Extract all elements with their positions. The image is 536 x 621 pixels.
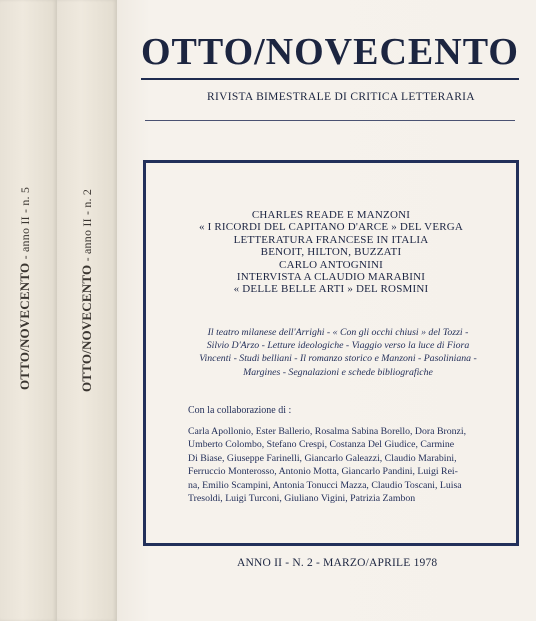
article-title: « I RICORDI DEL CAPITANO D'ARCE » DEL VERGA	[198, 221, 464, 234]
collaborators-list	[188, 425, 488, 505]
collaborators-line: Carla Apollonio, Ester Ballerio, Rosalma Sabina Borello, Dora Bronzi,	[188, 426, 467, 437]
article-title: BENOIT, HILTON, BUZZATI	[260, 246, 402, 259]
collaborators-line: na, Emilio Scampini, Antonia Tonucci Mazza, Claudio Toscani, Luisa	[188, 479, 462, 491]
back-volume-spine	[0, 0, 58, 621]
front-cover	[117, 0, 536, 621]
collaborators-line: Ferruccio Monterosso, Antonio Motta, Giancarlo Pandini, Luigi Rei-	[188, 466, 458, 478]
collaborators-line: Umberto Colombo, Stefano Crespi, Costanza Del Giudice, Carmine	[188, 439, 455, 451]
issue-line: ANNO II - N. 2 - MARZO/APRILE 1978	[237, 557, 438, 569]
collaborators-line: Tresoldi, Luigi Turconi, Giuliano Vigini, Patrizia Zambon	[188, 493, 416, 505]
rubriche-line: Vincenti - Studi belliani - Il romanzo storico e Manzoni - Pasoliniana -	[199, 353, 477, 365]
cover-subtitle: RIVISTA BIMESTRALE DI CRITICA LETTERARIA	[207, 91, 475, 103]
middle-spine-title: OTTO/NOVECENTO	[79, 264, 94, 392]
masthead-title: OTTO/NOVECENTO	[141, 31, 519, 73]
article-list	[146, 209, 516, 296]
article-title: LETTERATURA FRANCESE IN ITALIA	[233, 233, 429, 246]
rubriche-line: Margines - Segnalazioni e schede bibliografiche	[243, 366, 433, 378]
collaborators-line: Di Biase, Giuseppe Farinelli, Giancarlo Galeazzi, Claudio Marabini,	[188, 452, 457, 464]
article-title: CHARLES READE E MANZONI	[251, 209, 411, 221]
article-title: CARLO ANTOGNINI	[279, 258, 383, 271]
back-spine-title: OTTO/NOVECENTO	[17, 262, 32, 390]
back-spine-text	[17, 187, 33, 390]
subtitle-rule	[145, 120, 515, 121]
back-spine-issue: - anno II - n. 5	[18, 186, 32, 260]
contents-frame	[143, 160, 519, 546]
rubriche-line: Il teatro milanese dell'Arrighi - « Con gli occhi chiusi » del Tozzi -	[207, 327, 469, 338]
masthead-rule	[141, 78, 519, 80]
rubriche-line: Silvio D'Arzo - Letture ideologiche - Viaggio verso la luce di Fiora	[206, 340, 470, 352]
collaborators-heading: Con la collaborazione di :	[188, 405, 292, 416]
article-title: « DELLE BELLE ARTI » DEL ROSMINI	[233, 283, 429, 296]
middle-spine-text	[79, 189, 95, 392]
middle-spine-issue: - anno II - n. 2	[80, 188, 94, 262]
rubriche-list	[188, 326, 488, 379]
article-title: INTERVISTA A CLAUDIO MARABINI	[236, 271, 426, 284]
